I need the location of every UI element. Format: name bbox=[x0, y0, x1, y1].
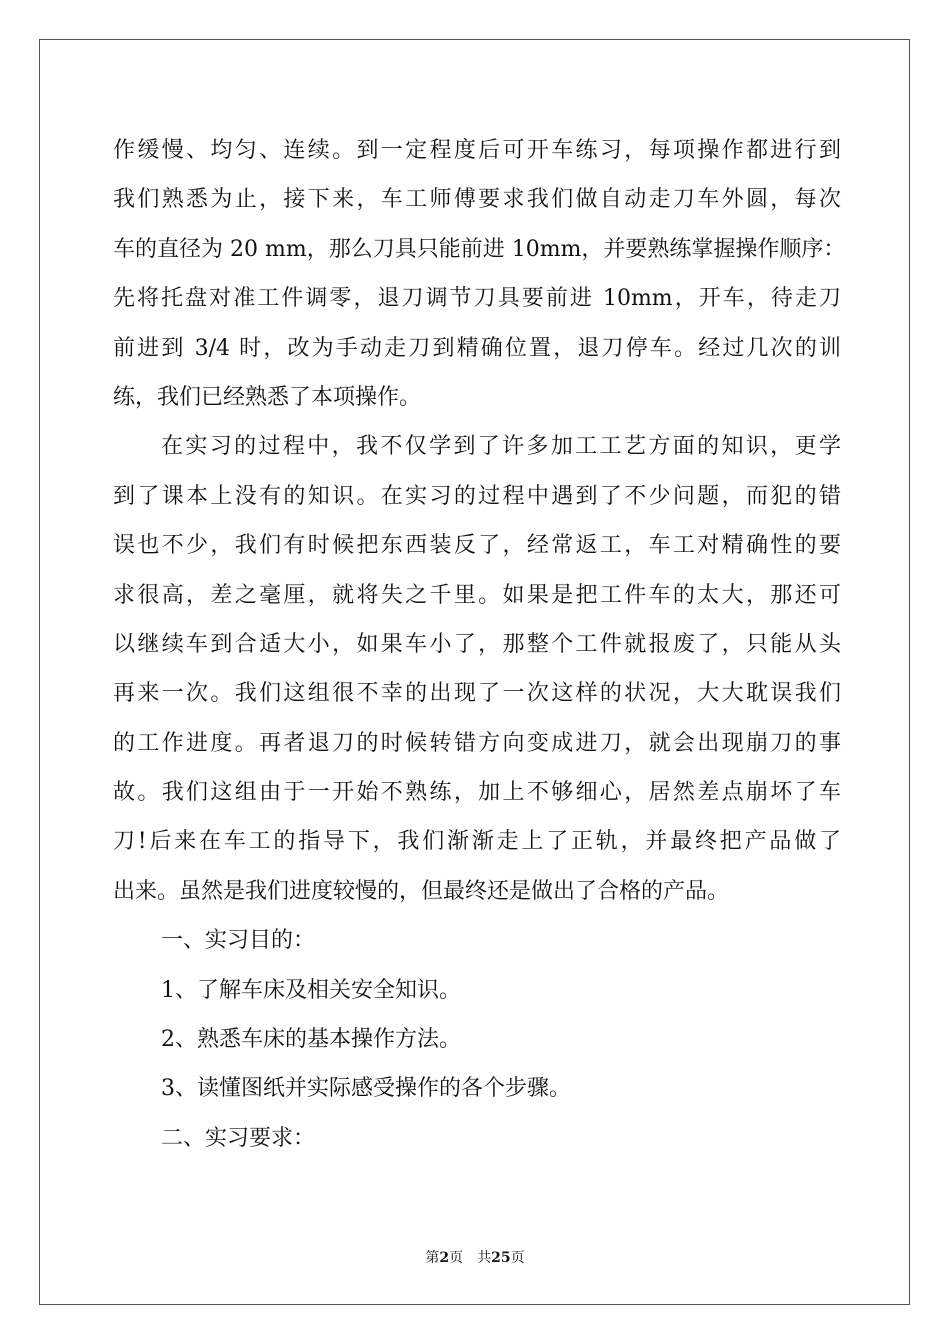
paragraph-2 bbox=[113, 422, 841, 916]
total-pages: 25 bbox=[491, 1250, 511, 1266]
total-suffix: 页 bbox=[510, 1250, 525, 1266]
page-footer bbox=[0, 1247, 950, 1267]
text-line: 我们熟悉为止，接下来，车工师傅要求我们做自动走刀车外圆，每次 bbox=[113, 187, 841, 213]
text-line: 的工作进度。再者退刀的时候转错方向变成进刀，就会出现崩刀的事 bbox=[113, 730, 841, 756]
section-heading: 二、实习要求： bbox=[161, 1125, 316, 1151]
text-line: 在实习的过程中，我不仅学到了许多加工工艺方面的知识，更学 bbox=[161, 434, 841, 460]
text-line: 到了课本上没有的知识。在实习的过程中遇到了不少问题，而犯的错 bbox=[113, 483, 841, 509]
text-line: 求很高，差之毫厘，就将失之千里。如果是把工件车的太大，那还可 bbox=[113, 582, 841, 608]
text-line: 车的直径为 20 mm，那么刀具只能前进 10mm，并要熟练掌握操作顺序： bbox=[113, 236, 846, 262]
page-prefix: 第 bbox=[425, 1250, 440, 1266]
objectives-list bbox=[113, 916, 841, 1163]
text-line: 故。我们这组由于一开始不熟练，加上不够细心，居然差点崩坏了车 bbox=[113, 780, 841, 806]
document-body bbox=[113, 126, 846, 1163]
text-line: 以继续车到合适大小，如果车小了，那整个工件就报废了，只能从头 bbox=[113, 631, 841, 657]
section-heading: 一、实习目的： bbox=[161, 928, 316, 954]
text-line: 出来。虽然是我们进度较慢的，但最终还是做出了合格的产品。 bbox=[113, 878, 730, 904]
text-line: 前进到 3/4 时，改为手动走刀到精确位置，退刀停车。经过几次的训 bbox=[113, 335, 841, 361]
total-prefix: 共 bbox=[477, 1250, 492, 1266]
page-suffix: 页 bbox=[449, 1250, 464, 1266]
text-line: 作缓慢、均匀、连续。到一定程度后可开车练习，每项操作都进行到 bbox=[113, 138, 841, 163]
text-line: 刀!后来在车工的指导下，我们渐渐走上了正轨，并最终把产品做了 bbox=[113, 829, 841, 855]
list-item: 1、了解车床及相关安全知识。 bbox=[161, 977, 461, 1003]
text-line: 练，我们已经熟悉了本项操作。 bbox=[113, 384, 422, 410]
list-item: 2、熟悉车床的基本操作方法。 bbox=[161, 1027, 461, 1053]
text-line: 再来一次。我们这组很不幸的出现了一次这样的状况，大大耽误我们 bbox=[113, 681, 841, 707]
list-item: 3、读懂图纸并实际感受操作的各个步骤。 bbox=[161, 1076, 571, 1102]
text-line: 误也不少，我们有时候把东西装反了，经常返工，车工对精确性的要 bbox=[113, 533, 841, 559]
text-line: 先将托盘对准工件调零，退刀调节刀具要前进 10mm，开车，待走刀 bbox=[113, 286, 841, 312]
paragraph-1 bbox=[113, 126, 846, 422]
page-number: 2 bbox=[439, 1250, 450, 1266]
